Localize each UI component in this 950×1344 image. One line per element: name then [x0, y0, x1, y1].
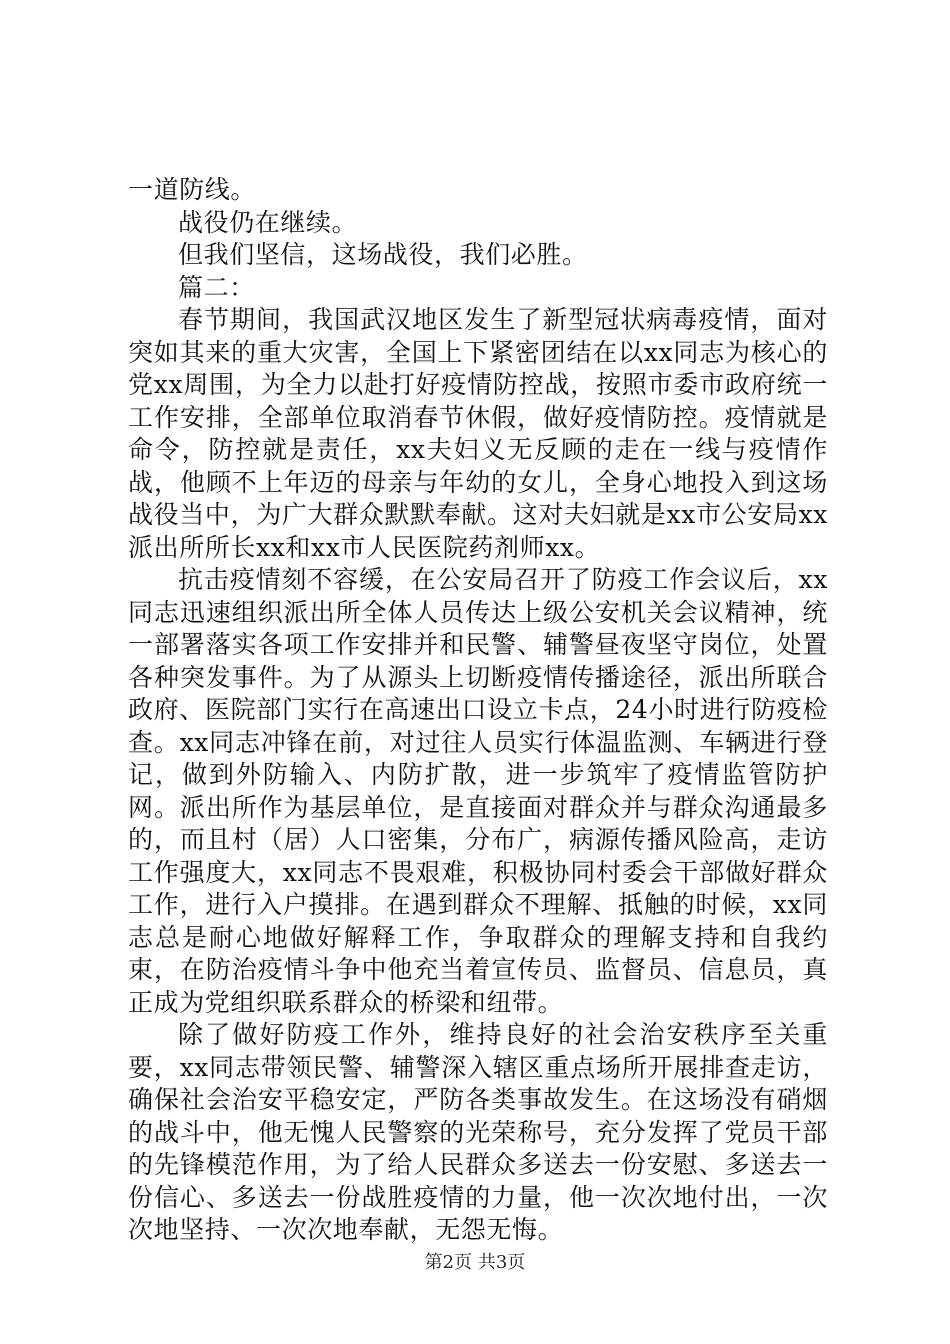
document-body — [128, 174, 828, 1247]
paragraph-battle-continues: 战役仍在继续。 — [178, 207, 358, 237]
paragraph-fight-epidemic: 抗击疫情刻不容缓，在公安局召开了防疫工作会议后，xx同志迅速组织派出所全体人员传达上级公安机关会议精神，统一部署落实各项工作安排并和民警、辅警昼夜坚守岗位，处置各种突发事件。为了从源头上切断疫情传播途径，派出所联合政府、医院部门实行在高速出口设立卡点，24小时进行防疫检查。xx同志冲锋在前，对过往人员实行体温监测、车辆进行登记，做到外防输入、内防扩散，进一步筑牢了疫情监管防护网。派出所作为基层单位，是直接面对群众并与群众沟通最多的，而且村（居）人口密集，分布广，病源传播风险高，走访工作强度大，xx同志不畏艰难，积极协同村委会干部做好群众工作，进行入户摸排。在遇到群众不理解、抵触的时候，xx同志总是耐心地做好解释工作，争取群众的理解支持和自我约束，在防治疫情斗争中他充当着宣传员、监督员、信息员，真正成为党组织联系群众的桥梁和纽带。 — [128, 565, 828, 1017]
page-number-footer: 第2页 共3页 — [424, 1252, 526, 1273]
paragraph-spring-festival: 春节期间，我国武汉地区发生了新型冠状病毒疫情，面对突如其来的重大灾害，全国上下紧密团结在以xx同志为核心的党xx周围，为全力以赴打好疫情防控战，按照市委市政府统一工作安排，全部单位取消春节休假，做好疫情防控。疫情就是命令，防控就是责任，xx夫妇义无反顾的走在一线与疫情作战，他顾不上年迈的母亲与年幼的女儿，全身心地投入到这场战役当中，为广大群众默默奉献。这对夫妇就是xx市公安局xx派出所所长xx和xx市人民医院药剂师xx。 — [128, 305, 828, 562]
paragraph-continuation: 一道防线。 — [128, 175, 257, 204]
paragraph-public-security: 除了做好防疫工作外，维持良好的社会治安秩序至关重要，xx同志带领民警、辅警深入辖区重点场所开展排查走访，确保社会治安平稳安定，严防各类事故发生。在这场没有硝烟的战斗中，他无愧人民警察的光荣称号，充分发挥了党员干部的先锋模范作用，为了给人民群众多送去一份安慰、多送去一份信心、多送去一份战胜疫情的力量，他一次次地付出，一次次地坚持、一次次地奉献，无怨无悔。 — [128, 1020, 828, 1244]
section-heading-part-two: 篇二： — [178, 272, 255, 302]
paragraph-we-will-win: 但我们坚信，这场战役，我们必胜。 — [178, 240, 588, 269]
